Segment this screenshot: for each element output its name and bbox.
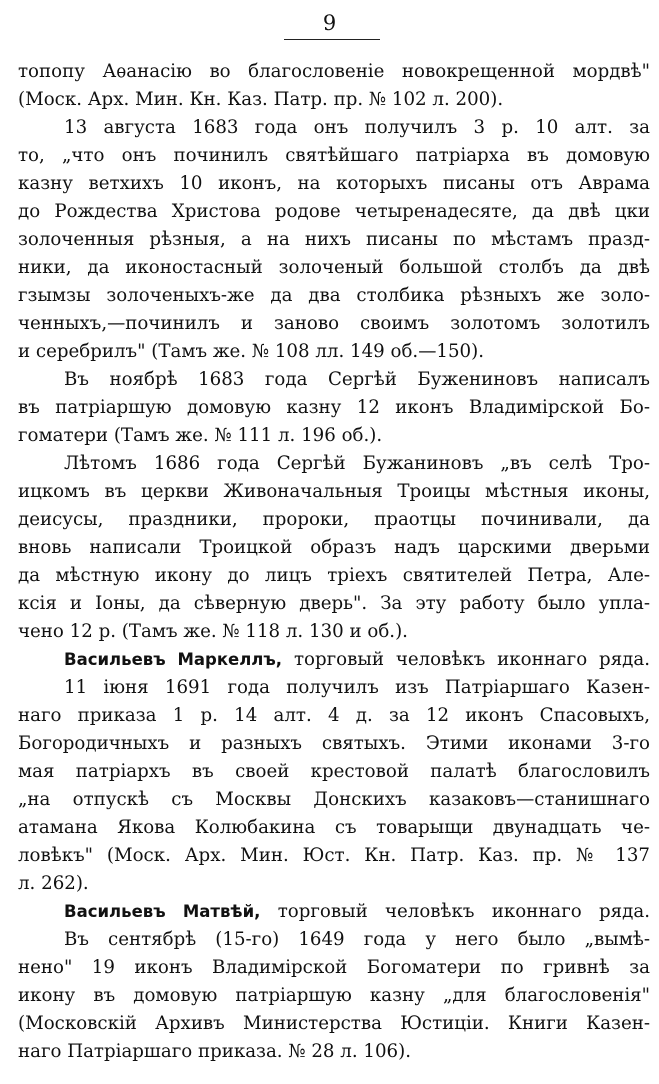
text-line: и серебрилъ" (Тамъ же. № 108 лл. 149 об.—150). (18, 341, 484, 362)
text-line: (Московскій Архивъ Министерства Юстиціи. Книги Казен- (18, 1013, 650, 1034)
text-line: ксія и Іоны, да сѣверную дверь". За эту работу было упла- (18, 593, 650, 614)
text-line: гоматери (Тамъ же. № 111 л. 196 об.). (18, 425, 383, 446)
text-line: Богородичныхъ и разныхъ святыхъ. Этими иконами 3-го (18, 733, 650, 754)
page-number: 9 (322, 11, 337, 35)
text-line: да мѣстную икону до лицъ тріехъ святителей Петра, Але- (18, 565, 650, 586)
text-line: ченныхъ,—починилъ и заново своимъ золотомъ золотилъ (18, 313, 650, 334)
text-line: до Рождества Христова родове четыренадесяте, да двѣ цки (18, 201, 650, 222)
text-line: деисусы, праздники, пророки, праотцы починивали, да (18, 509, 650, 530)
text-line: Въ сентябрѣ (15-го) 1649 года у него было „вымѣ- (64, 929, 650, 950)
text-line: въ патріаршую домовую казну 12 иконъ Владимірской Бо- (18, 397, 650, 418)
entry-heading-line (18, 898, 650, 926)
header-rule (284, 39, 380, 40)
entry-name-matvei: Васильевъ Матвѣй, (64, 902, 261, 921)
text-line: Лѣтомъ 1686 года Сергѣй Бужаниновъ „въ селѣ Тро- (64, 453, 650, 474)
text-line: золоченныя рѣзныя, а на нихъ писаны по мѣстамъ празд- (18, 229, 650, 250)
text-line: топопу Аѳанасію во благословеніе новокрещенной мордвѣ" (18, 61, 650, 82)
text-line: л. 262). (18, 873, 89, 894)
text-line: казну ветхихъ 10 иконъ, на которыхъ писаны отъ Аврама (18, 173, 650, 194)
text-line: то, „что онъ починилъ святѣйшаго патріарха въ домовую (18, 145, 650, 166)
text-line: ицкомъ въ церкви Живоначальныя Троицы мѣстныя иконы, (18, 481, 650, 502)
text-line: 11 іюня 1691 года получилъ изъ Патріаршаго Казен- (64, 677, 650, 698)
text-line: ники, да иконостасный золоченый большой столбъ да двѣ (18, 257, 650, 278)
text-line: 13 августа 1683 года онъ получилъ 3 р. 10 алт. за (64, 117, 650, 138)
text-line: чено 12 р. (Тамъ же. № 118 л. 130 и об.). (18, 621, 408, 642)
text-line: нено" 19 иконъ Владимірской Богоматери по гривнѣ за (18, 957, 650, 978)
entry-heading-line (18, 646, 650, 674)
text-line: (Моск. Арх. Мин. Кн. Каз. Патр. пр. № 102 л. 200). (18, 89, 504, 110)
body-text (18, 58, 650, 1066)
text-line: наго приказа 1 р. 14 алт. 4 д. за 12 иконъ Спасовыхъ, (18, 705, 650, 726)
text-line: гзымзы золоченыхъ-же да два столбика рѣзныхъ же золо- (18, 285, 650, 306)
text-line: вновь написали Троицкой образъ надъ царскими дверьми (18, 537, 650, 558)
entry-description: торговый человѣкъ иконнаго ряда. (277, 901, 650, 922)
text-line: икону въ домовую патріаршую казну „для благословенія" (18, 985, 650, 1006)
entry-name-markell: Васильевъ Маркеллъ, (64, 650, 283, 669)
text-line: мая патріархъ въ своей крестовой палатѣ благословилъ (18, 761, 650, 782)
entry-description: торговый человѣкъ иконнаго ряда. (293, 649, 650, 670)
text-line: наго Патріаршаго приказа. № 28 л. 106). (18, 1041, 411, 1062)
text-line: Въ ноябрѣ 1683 года Сергѣй Бужениновъ написалъ (64, 369, 650, 390)
text-line: атамана Якова Колюбакина съ товарыщи двунадцать че- (18, 817, 650, 838)
text-line: ловѣкъ" (Моск. Арх. Мин. Юст. Кн. Патр. Каз. пр. № 137 (18, 845, 650, 866)
text-line: „на отпускѣ съ Москвы Донскихъ казаковъ—станишнаго (18, 789, 650, 810)
